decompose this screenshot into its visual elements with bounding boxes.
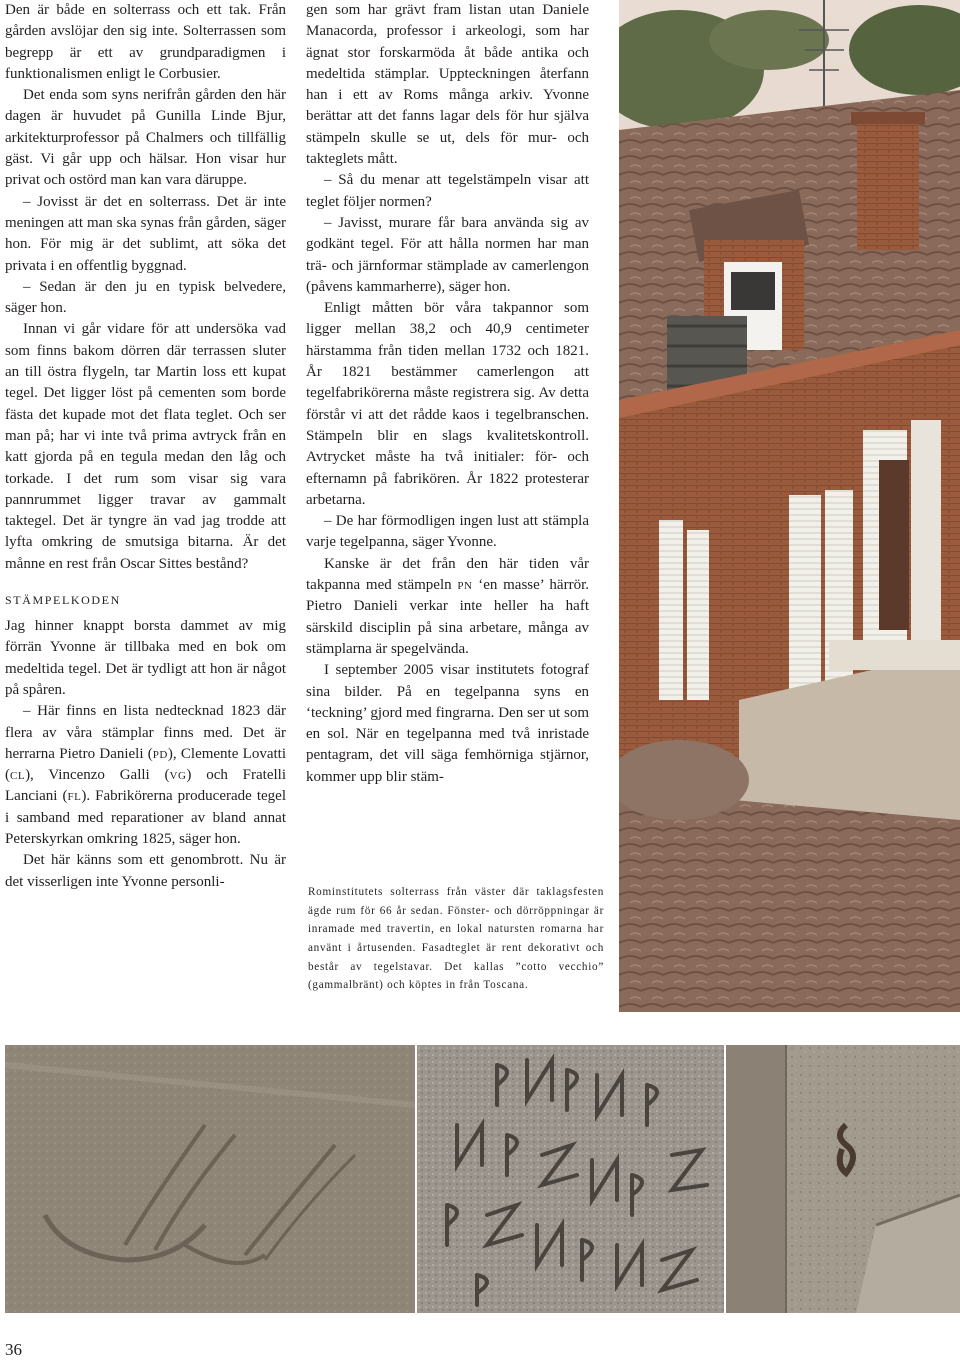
paragraph: Den är både en solterrass och ett tak. Från gården avslöjar den sig inte. Solterrassen som begrepp är ett av grundparadigmen i funktionalismen enligt le Corbusier.: [5, 2, 286, 82]
paragraph: Det enda som syns nerifrån gården den här dagen är huvudet på Gunilla Linde Bjur, arkitekturprofessor på Chalmers och tillfällig gäst. Vi går upp och hälsar. Hon visar hur privat och ostörd man kan vara däruppe.: [5, 87, 286, 189]
tile-fingerprint-photo: [726, 1045, 960, 1313]
paragraph: gen som har grävt fram listan utan Daniele Manacorda, professor i arkeologi, som har ägnat stor forskarmöda åt både antika och medeltida stämplar. Uppteckningen återfann han i ett av Roms många arkiv. Yvonne berättar att det fanns lagar dels för hur själva stämpeln skulle se ut, dels för mur- och takteglets mått.: [306, 2, 589, 168]
paragraph: Det här känns som ett genombrott. Nu är det visserligen inte Yvonne personli-: [5, 852, 286, 890]
stamp-initials: pn: [457, 577, 473, 594]
paragraph: Jag hinner knappt borsta dammet av mig förrän Yvonne är tillbaka med en bok om medeltida tegel. Det är tydligt att hon är något på spåren.: [5, 618, 286, 698]
tile-stamps-photo: [417, 1045, 724, 1313]
paragraph: – De har förmodligen ingen lust att stämpla varje tegelpanna, säger Yvonne.: [306, 513, 589, 551]
paragraph: – Här finns en lista nedtecknad 1823 där flera av våra stämplar finns med. Det är herrarna Pietro Danieli (pd), Clemente Lovatti (cl), Vincenzo Galli (vg) och Fratelli Lanciani (fl). Fabrikörerna producerade tegel i samband med reparationer av bland annat Peterskyrkan omkring 1825, säger hon.: [5, 703, 286, 847]
section-heading: STÄMPELKODEN: [5, 593, 121, 608]
paragraph: – Javisst, murare får bara använda sig av godkänt tegel. För att hålla normen har man trä- och järnformar stämplade av camerlengon (påvens kammarherre), säger hon.: [306, 214, 589, 295]
page-number: 36: [5, 1340, 22, 1359]
paragraph: – Sedan är den ju en typisk belvedere, säger hon.: [5, 278, 286, 317]
stamp-initials: fl: [67, 788, 82, 805]
stamp-initials: vg: [169, 767, 187, 784]
text-column-left: [5, 0, 286, 893]
text-column-middle: [306, 0, 589, 788]
stamp-initials: pd: [152, 745, 168, 762]
paragraph: – Jovisst är det en solterrass. Det är inte meningen att man ska synas från gården, säger hon. För mig är det sublimt, att söka det privata i en offentlig byggnad.: [5, 193, 286, 274]
photo-caption: Rominstitutets solterrass från väster där taklagsfesten ägde rum för 66 år sedan. Fönster- och dörröppningar är inramade med travertin, en lokal natursten romarna har använt i årtusenden. Fasadteglet är rent dekorativt och består av tegelstavar. Det kallas ”cotto vecchio” (gammalbränt) och köptes in från Toscana.: [308, 886, 604, 992]
paragraph: Innan vi går vidare för att undersöka vad som finns bakom dörren där terrassen sluter an till östra flygeln, tar Martin loss ett kupat tegel. Det ligger löst på cementen som borde fästa det kupade mot det flata teglet. Och ser man på; har vi inte två prima avtryck från en katt gjorda på en tegula medan den låg och torkade. I det rum som visar sig vara pannrummet ligger travar av gammalt taktegel. Det är tyngre än vad jag trodde att lyfta omkring de smutsiga bitarna. Är det månne en rest från Oscar Sittes bestånd?: [5, 321, 286, 572]
paragraph: Kanske är det från den här tiden vår takpanna med stämpeln pn ‘en masse’ härrör. Pietro Danieli verkar inte heller ha haft särskild disciplin på sina arbetare, många av stämplarna är spegelvända.: [306, 555, 589, 657]
paragraph: Enligt måtten bör våra takpannor som ligger mellan 38,2 och 40,9 centimeter härstamma från tiden mellan 1732 och 1821. År 1821 bestämmer camerlengon att tegelfabrikörerna måste registrera sig. Av detta förstår vi att det rådde kaos i tegelbranschen. Stämpeln blir en slags kvalitetskontroll. Avtrycket måste ha två initialer: för- och efternamn på fabrikören. År 1822 protesterar arbetarna.: [306, 300, 589, 508]
villa-terrace-photo: [619, 0, 960, 1012]
paragraph: I september 2005 visar institutets fotograf sina bilder. På en tegelpanna syns en ‘teckning’ gjord med fingrarna. Den ser ut som en sol. När en tegelpanna med två inristade pentagram, det vill säga femhörniga stjärnor, kommer upp blir stäm-: [306, 662, 589, 785]
tile-sun-drawing-photo: [5, 1045, 415, 1313]
paragraph: – Så du menar att tegelstämpeln visar att teglet följer normen?: [306, 172, 589, 210]
stamp-initials: cl: [10, 767, 26, 784]
